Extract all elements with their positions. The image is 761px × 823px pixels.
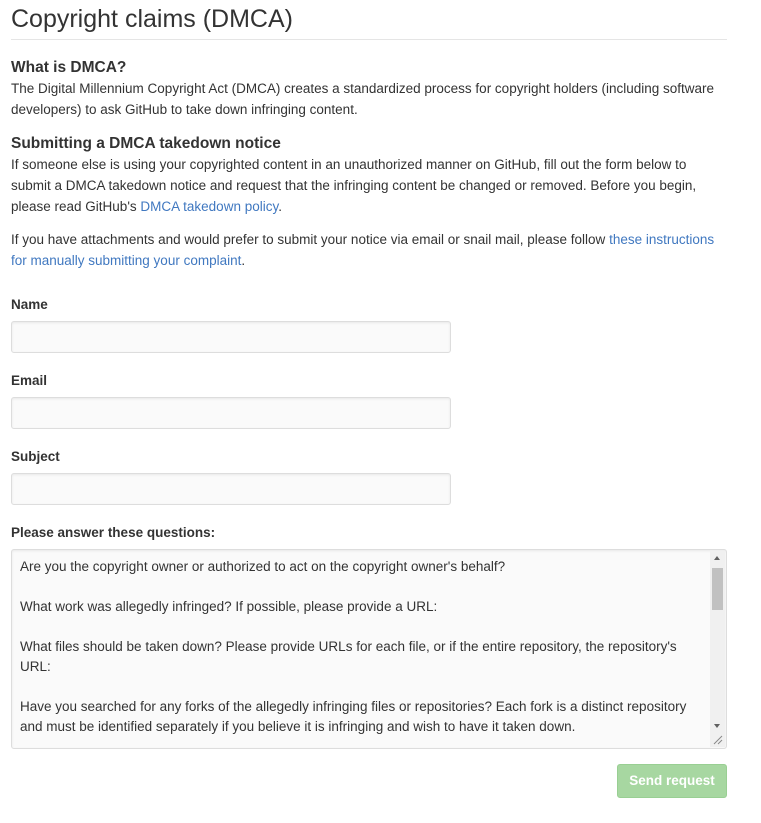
- dmca-policy-link[interactable]: DMCA takedown policy: [140, 199, 279, 214]
- what-is-dmca-heading: What is DMCA?: [11, 59, 127, 76]
- questions-textarea-content[interactable]: [20, 557, 705, 749]
- submitting-text-before: If someone else is using your copyrighted content in an unauthorized manner on GitHub, fill out the form below to submit a DMCA takedown notice and request that the infringing content be changed or removed. Before you begin, please read GitHub's: [11, 157, 697, 214]
- name-input[interactable]: [11, 321, 451, 353]
- question-4: Have you searched for any forks of the allegedly infringing files or repositories? Each fork is a distinct repository and must be identified separately if you believe it is infringing and wish to have it taken down.: [20, 699, 687, 734]
- attachments-text-before: If you have attachments and would prefer to submit your notice via email or snail mail, please follow: [11, 232, 610, 247]
- manual-instructions-link[interactable]: these instructions for manually submitting your complaint: [11, 232, 715, 268]
- subject-label: Subject: [11, 449, 60, 464]
- attachments-section: [11, 229, 727, 271]
- page-title: Copyright claims (DMCA): [11, 0, 727, 40]
- questions-textarea[interactable]: [11, 549, 727, 749]
- scrollbar-thumb[interactable]: [712, 568, 723, 610]
- what-is-dmca-section: [11, 58, 727, 120]
- resize-grip-icon[interactable]: [710, 732, 725, 747]
- name-label: Name: [11, 297, 48, 312]
- attachments-text: [11, 229, 727, 271]
- email-input[interactable]: [11, 397, 451, 429]
- submitting-text-after: .: [278, 199, 282, 214]
- submitting-notice-heading: Submitting a DMCA takedown notice: [11, 135, 281, 152]
- scroll-down-arrow-icon[interactable]: [710, 718, 725, 733]
- submitting-notice-section: [11, 134, 727, 217]
- textarea-scrollbar[interactable]: [710, 551, 725, 733]
- send-request-button[interactable]: Send request: [617, 764, 727, 798]
- question-3: What files should be taken down? Please provide URLs for each file, or if the entire repository, the repository's URL:: [20, 639, 677, 674]
- submitting-notice-text: [11, 154, 727, 217]
- question-2: What work was allegedly infringed? If possible, please provide a URL:: [20, 599, 438, 614]
- what-is-dmca-text: The Digital Millennium Copyright Act (DMCA) creates a standardized process for copyright holders (including software developers) to ask GitHub to take down infringing content.: [11, 81, 715, 117]
- questions-label: Please answer these questions:: [11, 525, 216, 540]
- dmca-page: [11, 0, 727, 788]
- email-label: Email: [11, 373, 48, 388]
- scroll-up-arrow-icon[interactable]: [710, 551, 725, 566]
- attachments-text-after: .: [241, 253, 246, 268]
- subject-input[interactable]: [11, 473, 451, 505]
- question-1: Are you the copyright owner or authorized to act on the copyright owner's behalf?: [20, 559, 506, 574]
